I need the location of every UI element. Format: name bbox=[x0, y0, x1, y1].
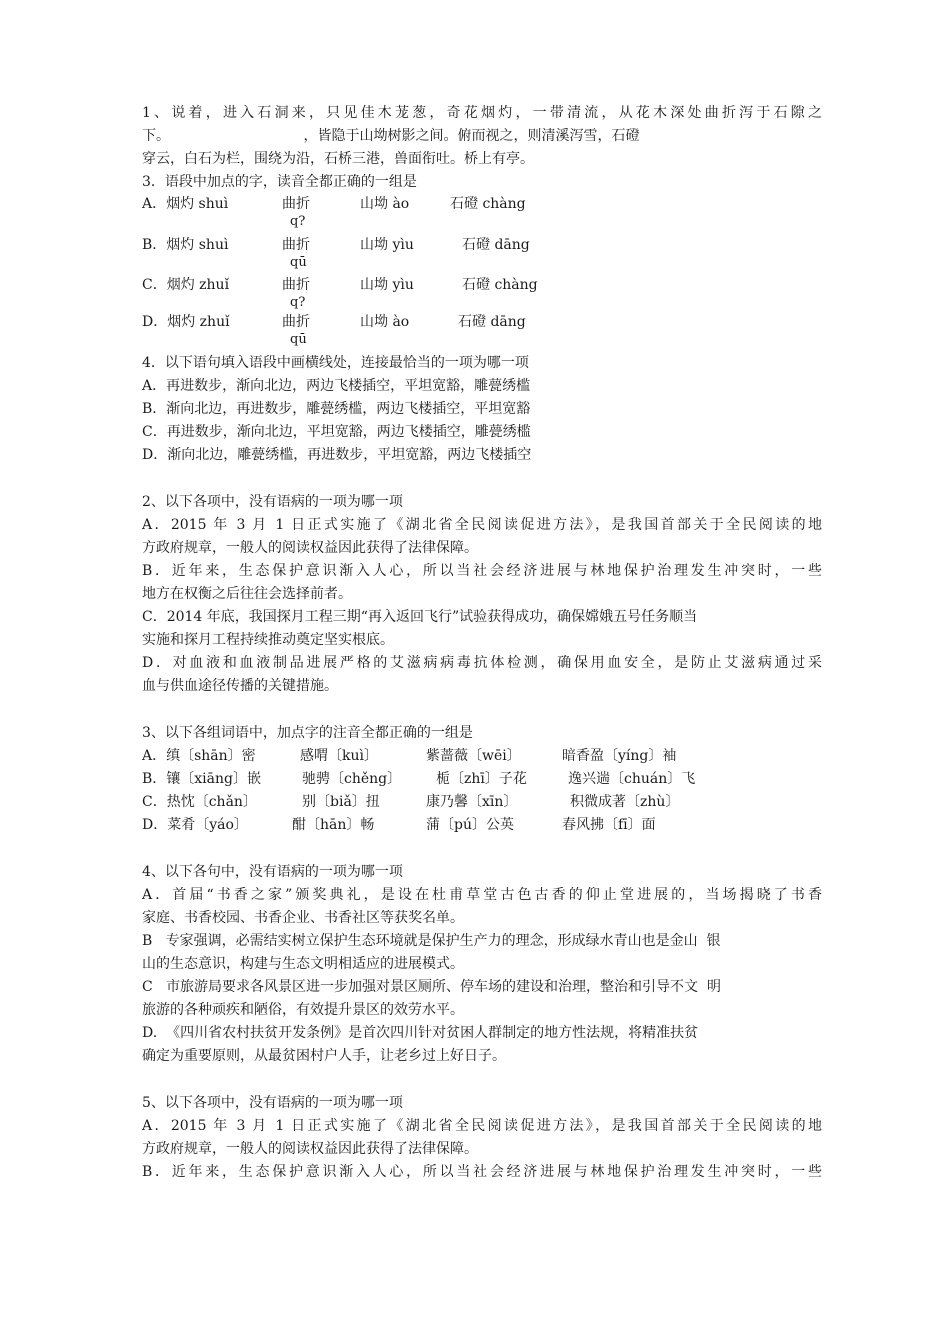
q4-line-3: 家庭、书香校园、书香企业、书香社区等获奖名单。 bbox=[142, 910, 464, 926]
q3-c-word4: 积微成著〔zhù〕 bbox=[570, 794, 680, 810]
q3-a-word2: 感喟〔kuì〕 bbox=[300, 748, 378, 764]
q2-line-6: C．2014 年底，我国探月工程三期“再入返回飞行”试验获得成功，确保嫦娥五号任务顺当 bbox=[142, 609, 698, 625]
q1-sub3-option-a-pinyin: q? bbox=[290, 214, 306, 229]
q2-line-9: 血与供血途径传播的关键措施。 bbox=[142, 678, 338, 694]
q3-d-word1: D．菜肴〔yáo〕 bbox=[142, 817, 248, 833]
q4-line-5: 山的生态意识，构建与生态文明相适应的进展模式。 bbox=[142, 956, 464, 972]
q3-a-word1: A．缜〔shān〕密 bbox=[142, 748, 256, 764]
q1-sub3-option-a-word1: A．烟灼 shuì bbox=[142, 196, 229, 212]
q1-passage-line-3: 穿云，白石为栏，围绕为沿，石桥三港，兽面衔吐。桥上有亭。 bbox=[142, 151, 534, 167]
q2-line-8: D．对血液和血液制品进展严格的艾滋病病毒抗体检测，确保用血安全，是防止艾滋病通过采 bbox=[142, 655, 822, 671]
q1-sub3-option-c-word3: 山坳 yìu bbox=[360, 277, 414, 293]
q1-passage-line-2: 下。 ，皆隐于山坳树影之间。俯而视之，则清溪泻雪，石磴 bbox=[142, 128, 640, 144]
q1-sub3-option-b-word1: B．烟灼 shuì bbox=[142, 237, 229, 253]
q2-line-4: B．近年来，生态保护意识渐入人心，所以当社会经济进展与林地保护治理发生冲突时，一些 bbox=[142, 563, 822, 579]
q3-d-word4: 春风拂〔fī〕面 bbox=[562, 817, 656, 833]
q1-sub3-option-c-word4: 石磴 chàng bbox=[462, 277, 538, 293]
q1-sub4-option-d: D．渐向北边，雕甍绣槛，再进数步，平坦宽豁，两边飞楼插空 bbox=[142, 447, 532, 463]
q3-b-word3: 栀〔zhī〕子花 bbox=[436, 771, 527, 787]
q1-sub3-option-a-word2: 曲折 bbox=[282, 196, 310, 212]
q3-d-word3: 蒲〔pú〕公英 bbox=[426, 817, 514, 833]
q2-line-7: 实施和探月工程持续推动奠定坚实根底。 bbox=[142, 632, 394, 648]
q3-c-word1: C．热忱〔chǎn〕 bbox=[142, 794, 257, 810]
q1-sub3-option-c-pinyin: q? bbox=[290, 295, 306, 310]
q4-line-4: B 专家强调，必需结实树立保护生态环境就是保护生产力的理念，形成绿水青山也是金山 银 bbox=[142, 933, 721, 949]
q1-sub3-option-d-pinyin: qū bbox=[290, 332, 307, 347]
q1-sub3-option-d-word2: 曲折 bbox=[282, 314, 310, 330]
q4-line-8: D. 《四川省农村扶贫开发条例》是首次四川针对贫困人群制定的地方性法规，将精准扶贫 bbox=[142, 1025, 699, 1041]
q2-line-5: 地方在权衡之后往往会选择前者。 bbox=[142, 586, 352, 602]
q5-line-2: A．2015 年 3 月 1 日正式实施了《湖北省全民阅读促进方法》，是我国首部关于全民阅读的地 bbox=[142, 1118, 822, 1134]
q1-sub3-option-c-word1: C．烟灼 zhuǐ bbox=[142, 277, 230, 293]
q1-sub4-option-c: C．再进数步，渐向北边，平坦宽豁，两边飞楼插空，雕甍绣槛 bbox=[142, 424, 531, 440]
q1-sub3-option-d-word1: D．烟灼 zhuǐ bbox=[142, 314, 230, 330]
q1-sub3-option-a-word4: 石磴 chàng bbox=[450, 196, 526, 212]
q5-line-3: 方政府规章，一般人的阅读权益因此获得了法律保障。 bbox=[142, 1141, 478, 1157]
q3-a-word4: 暗香盈〔yíng〕袖 bbox=[562, 748, 677, 764]
q1-sub3-option-b-pinyin: qū bbox=[290, 255, 307, 270]
q1-sub4-question: 4．以下语句填入语段中画横线处，连接最恰当的一项为哪一项 bbox=[142, 355, 529, 371]
q5-line-4: B．近年来，生态保护意识渐入人心，所以当社会经济进展与林地保护治理发生冲突时，一些 bbox=[142, 1164, 822, 1180]
q4-line-6: C 市旅游局要求各风景区进一步加强对景区厕所、停车场的建设和治理，整治和引导不文 明 bbox=[142, 979, 721, 995]
q1-sub3-option-a-word3: 山坳 ào bbox=[360, 196, 410, 212]
q2-line-2: A．2015 年 3 月 1 日正式实施了《湖北省全民阅读促进方法》，是我国首部关于全民阅读的地 bbox=[142, 517, 822, 533]
q1-sub3-option-b-word4: 石磴 dāng bbox=[462, 237, 530, 253]
q3-b-word2: 驰骋〔chěng〕 bbox=[302, 771, 402, 787]
q1-sub3-option-b-word3: 山坳 yìu bbox=[360, 237, 414, 253]
q4-line-2: A．首届“书香之家”颁奖典礼，是设在杜甫草堂古色古香的仰止堂进展的，当场揭晓了书香 bbox=[142, 887, 822, 903]
q5-question: 5、以下各项中，没有语病的一项为哪一项 bbox=[142, 1095, 403, 1111]
q1-sub3-option-c-word2: 曲折 bbox=[282, 277, 310, 293]
q3-a-word3: 紫蔷薇〔wēi〕 bbox=[426, 748, 521, 764]
q3-b-word1: B．镶〔xiāng〕嵌 bbox=[142, 771, 261, 787]
q4-line-7: 旅游的各种顽疾和陋俗，有效提升景区的效劳水平。 bbox=[142, 1002, 464, 1018]
q3-d-word2: 酣〔hān〕畅 bbox=[292, 817, 375, 833]
q3-b-word4: 逸兴遄〔chuán〕飞 bbox=[568, 771, 696, 787]
q1-sub3-question: 3．语段中加点的字，读音全都正确的一组是 bbox=[142, 174, 417, 190]
q2-question: 2、以下各项中，没有语病的一项为哪一项 bbox=[142, 494, 403, 510]
q1-sub4-option-b: B．渐向北边，再进数步，雕甍绣槛，两边飞楼插空，平坦宽豁 bbox=[142, 401, 531, 417]
q3-c-word2: 别〔biǎ〕扭 bbox=[302, 794, 380, 810]
q1-sub4-option-a: A．再进数步，渐向北边，两边飞楼插空，平坦宽豁，雕甍绣槛 bbox=[142, 378, 531, 394]
q1-sub3-option-b-word2: 曲折 bbox=[282, 237, 310, 253]
q4-line-9: 确定为重要原则，从最贫困村户人手，让老乡过上好日子。 bbox=[142, 1048, 506, 1064]
q1-sub3-option-d-word3: 山坳 ào bbox=[360, 314, 410, 330]
q1-passage-line-1: 1、说着，进入石洞来，只见佳木茏葱，奇花烟灼，一带清流，从花木深处曲折泻于石隙之 bbox=[142, 105, 822, 121]
q1-sub3-option-d-word4: 石磴 dāng bbox=[458, 314, 526, 330]
q3-c-word3: 康乃馨〔xīn〕 bbox=[426, 794, 518, 810]
q4-question: 4、以下各句中，没有语病的一项为哪一项 bbox=[142, 864, 403, 880]
q3-question: 3、以下各组词语中，加点字的注音全都正确的一组是 bbox=[142, 725, 473, 741]
q2-line-3: 方政府规章，一般人的阅读权益因此获得了法律保障。 bbox=[142, 540, 478, 556]
